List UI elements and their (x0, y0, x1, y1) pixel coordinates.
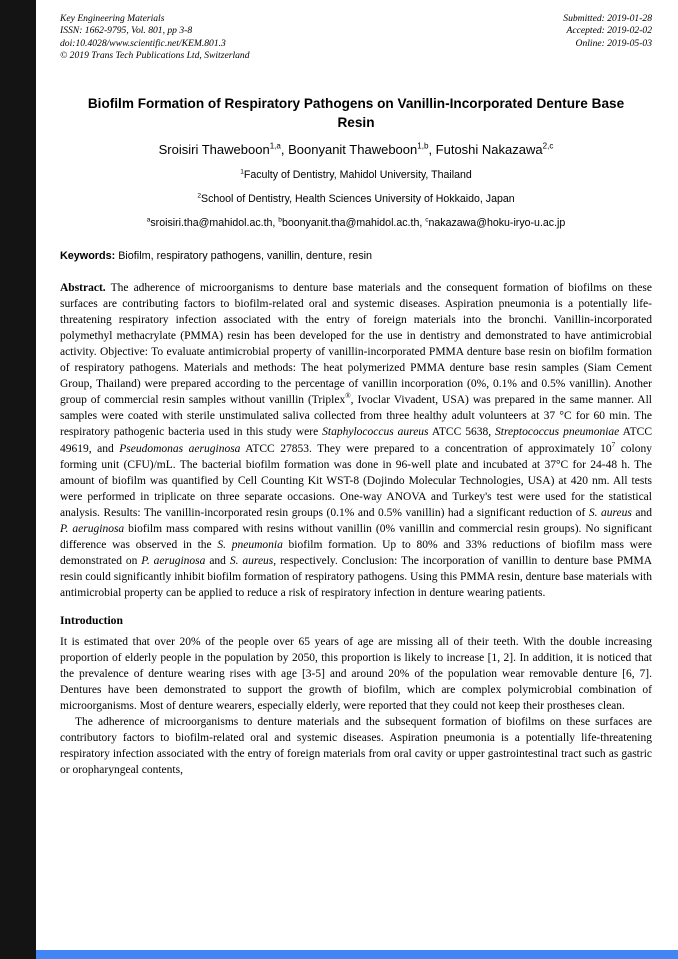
accepted-date: Accepted: 2019-02-02 (566, 25, 652, 37)
introduction-paragraph-2: The adherence of microorganisms to denture materials and the subsequent formation of biofilms on these surfaces are contributory factors to biofilm-related oral and systemic diseases. Aspiration pneumonia is a potentially life-threatening respiratory infection associated with the entry of foreign materials from oral cavity or upper gastrointestinal tract such as gastric or oropharyngeal contents, (60, 715, 652, 777)
keywords-text: Biofilm, respiratory pathogens, vanillin, denture, resin (115, 249, 373, 262)
journal-header (60, 13, 652, 63)
author-emails: $^a$sroisiri.tha@mahidol.ac.th, $^b$boonyanit.tha@mahidol.ac.th, $^c$nakazawa@hoku-iryo-u.ac.jp (146, 216, 566, 229)
journal-doi: doi:10.4028/www.scientific.net/KEM.801.3 (60, 37, 226, 49)
submitted-date: Submitted: 2019-01-28 (563, 13, 652, 24)
affiliation-2: $^2$School of Dentistry, Health Sciences University of Hokkaido, Japan (197, 192, 515, 205)
submission-dates (563, 13, 652, 63)
keywords-label: Keywords: (60, 249, 116, 262)
abstract-paragraph (60, 280, 652, 602)
introduction-paragraph-1: It is estimated that over 20% of the people over 65 years of age are missing all of their teeth. With the double increasing proportion of elderly people in the population by 2050, this proportion is likely to increase [1, 2]. In addition, it is noticed that the prevalence of denture wearing rises with age [3-5] and around 20% of the population wear removable denture [6, 7]. Dentures have been demonstrated to support the growth of biofilm, which are complex polymicrobial combination of microorganisms. Most of denture wearers, especially elderly, were reported that they could not keep their prostheses clean. (60, 635, 652, 712)
paper-title: Biofilm Formation of Respiratory Pathogens on Vanillin-Incorporated Denture Base Resin (87, 95, 625, 130)
abstract-text: The adherence of microorganisms to denture base materials and the consequent formation of biofilms on these surfaces are contributing factors to biofilm-related oral and systemic diseases. Aspiration pneumonia is a potentially life-threatening respiratory infection associated with the entry of foreign materials into the bronchi. Vanillin-incorporated polymethyl methacrylate (PMMA) resin has been developed for the use in dentistry and demonstrated to have antimicrobial activity. Objective: To evaluate antimicrobial property of vanillin-incorporated PMMA denture base resin on biofilm formation of respiratory pathogens. Materials and methods: The heat polymerized PMMA denture base resin samples (Siam Cement Group, Thailand) were prepared according to the percentage of vanillin incorporation (0%, 0.1% and 0.5% vanillin). Another group of commercial resin samples without vanillin (Triplex®, Ivoclar Vivadent, USA) was prepared in the same manner. All samples were coated with sterile unstimulated saliva collected from three healthy adult volunteers at 37 °C for 60 min. The respiratory pathogenic bacteria used in this study were Staphylococcus aureus ATCC 5638, Streptococcus pneumoniae ATCC 49619, and Pseudomonas aeruginosa ATCC 27853. They were prepared to a concentration of approximately $10^7$ colony forming unit (CFU)/mL. The bacterial biofilm formation was done in 96-well plate and incubated at 37°C for 24-48 h. The amount of biofilm was quantified by Cell Counting Kit WST-8 (Dojindo Molecular Technologies, USA) at 420 nm. All tests were performed in triplicate on three separate occasions. One-way ANOVA and Turkey's test were used for the statistical analysis. Results: The vanillin-incorporated resin groups (0.1% and 0.5% vanillin) had a significant reduction of S. aureus and P. aeruginosa biofilm mass compared with resins without vanillin (0% vanillin and commercial resin groups). No significant difference was observed in the S. pneumonia biofilm formation. Up to 80% and 33% reductions of biofilm mass were demonstrated on P. aeruginosa and S. aureus, respectively. Conclusion: The incorporation of vanillin to denture base PMMA resin could significantly inhibit biofilm formation of respiratory pathogens. Using this PMMA resin, denture base materials with antimicrobial property can be applied to reduce a risk of respiratory infection in denture wearing patients. (60, 281, 653, 600)
horizontal-scrollbar-thumb[interactable] (36, 950, 678, 959)
viewer-left-edge (0, 0, 36, 959)
affiliation-1: $^1$Faculty of Dentistry, Mahidol University, Thailand (240, 168, 472, 181)
journal-name: Key Engineering Materials (60, 13, 165, 24)
abstract-label: Abstract. (60, 281, 106, 294)
authors-line: Sroisiri Thaweboon$^{1,a}$, Boonyanit Thaweboon$^{1,b}$, Futoshi Nakazawa$^{2,c}$ (158, 141, 554, 157)
document-page (36, 0, 678, 959)
online-date: Online: 2019-05-03 (575, 37, 652, 49)
journal-issn-volume: ISSN: 1662-9795, Vol. 801, pp 3-8 (60, 25, 193, 37)
introduction-heading: Introduction (60, 613, 123, 627)
keywords-line (60, 249, 652, 263)
journal-copyright: © 2019 Trans Tech Publications Ltd, Switzerland (60, 50, 250, 62)
journal-info (60, 13, 250, 63)
